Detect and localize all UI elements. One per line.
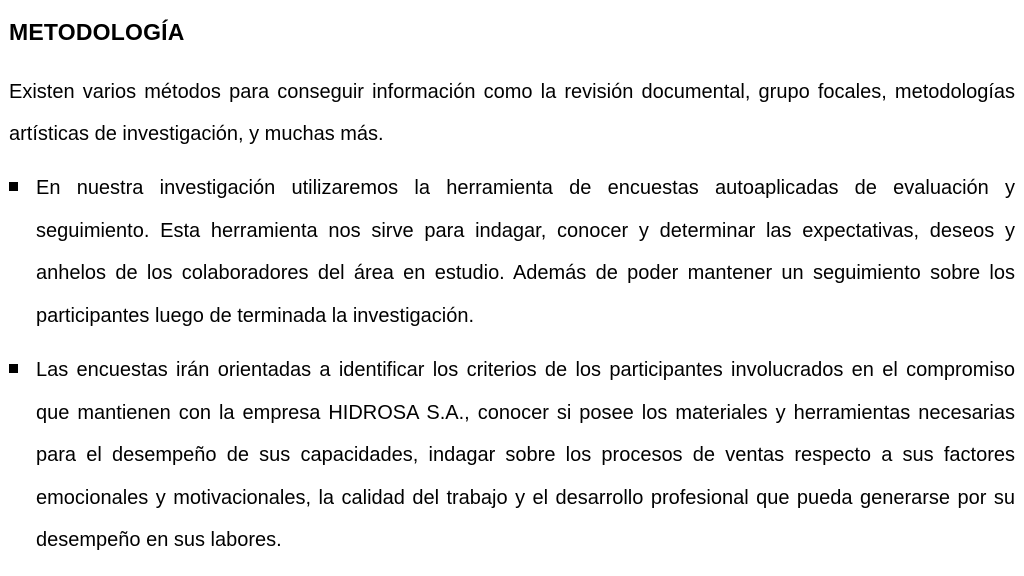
bullet-item (9, 349, 1015, 562)
bullet-text: En nuestra investigación utilizaremos la herramienta de encuestas autoaplicadas de evaluación y seguimiento. Esta herramienta nos sirve para indagar, conocer y determinar las expectativas, deseos y anhelos de los colaboradores del área en estudio. Además de poder mantener un seguimiento sobre los participantes luego de terminada la investigación. (36, 177, 1015, 327)
bullet-text: Las encuestas irán orientadas a identificar los criterios de los participantes involucrados en el compromiso que mantienen con la empresa HIDROSA S.A., conocer si posee los materiales y herramientas necesarias para el desempeño de sus capacidades, indagar sobre los procesos de ventas respecto a sus factores emocionales y motivacionales, la calidad del trabajo y el desarrollo profesional que pueda generarse por su desempeño en sus labores. (36, 359, 1015, 551)
intro-paragraph: Existen varios métodos para conseguir información como la revisión documental, grupo focales, metodologías artísticas de investigación, y muchas más. (9, 81, 1015, 145)
square-bullet-icon (9, 364, 18, 373)
bullet-item (9, 167, 1015, 337)
square-bullet-icon (9, 182, 18, 191)
slide-title: METODOLOGÍA (9, 19, 185, 45)
